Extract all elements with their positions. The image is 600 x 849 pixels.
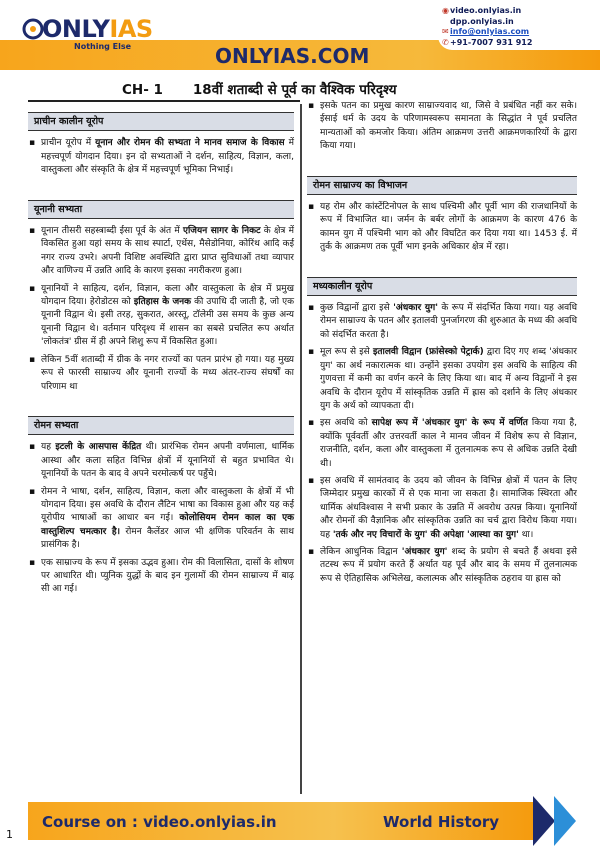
section-heading: रोमन साम्राज्य का विभाजन (307, 176, 577, 195)
email-icon: ✉ (442, 27, 449, 36)
course-link[interactable]: Course on : video.onlyias.in (42, 813, 277, 831)
section-heading: मध्यकालीन यूरोप (307, 277, 577, 296)
contact-web2[interactable]: dpp.onlyias.in (450, 16, 514, 26)
section-heading: प्राचीन कालीन यूरोप (28, 112, 294, 131)
list-item: ▪ लेकिन आधुनिक विद्वान 'अंधकार युग' शब्द के प्रयोग से बचते हैं अथवा इसे तटस्थ रूप में प्रयोग करते हैं अर्थात यह पूर्व और बाद के समय में तुलनात्मक रूप से ऐतिहासिक अभिलेख, कलात्मक और सांस्कृतिक ठहराव या ह्रास को (307, 546, 577, 586)
list-item: ▪ कुछ विद्वानों द्वारा इसे 'अंधकार युग' के रूप में संदर्भित किया गया। यह अवधि रोमन साम्राज्य के पतन और इतालवी पुनर्जागरण की शुरुआत के मध्य की अवधि को संदर्भित करता है। (307, 302, 577, 342)
page-footer (28, 796, 588, 846)
list-item: ▪ इस अवधि में सामंतवाद के उदय को जीवन के विभिन्न क्षेत्रों में पतन के लिए जिम्मेदार प्रमुख कारकों में से एक माना जा सकता है। सामाजिक स्थिरता और धार्मिक अंधविश्वास ने सभी प्रकार के उन्नति में अवरोध उत्पन्न किया। यूनानियों और रोमनों की वैज्ञानिक और सांस्कृतिक उन्नति का चर्च द्वारा विरोध किया गया। यह 'तर्क और नए विचारों के युग' की अपेक्षा 'आस्था का युग' था। (307, 475, 577, 542)
section-heading: यूनानी सभ्यता (28, 200, 294, 219)
column-divider (300, 104, 302, 794)
list-item: ▪ यूनान तीसरी सहस्त्राब्दी ईसा पूर्व के अंत में एजियन सागर के निकट के क्षेत्र में विकसित हुआ यहां समय के साथ स्पार्टा, एथेंस, मैसेडोनिया, कोरिंथ आदि कई नगर राज्य उभरे। अपनी विशिष्ट अवस्थिति द्वारा प्राप्त सुविधाओं तथा व्यापार और वाणिज्य में उन्नति आदि के कारण इसका नगरीकरण हुआ। (28, 225, 294, 279)
list-item: ▪ मूल रूप से इसे इतालवी विद्वान (फ्रांसेस्को पेट्रार्क) द्वारा दिए गए शब्द 'अंधकार युग' का अर्थ नकारात्मक था। उन्होंने इसका उपयोग इस अवधि के साहित्य की गुणवत्ता में कमी का वर्णन करने के लिए किया था। बाद में अन्य विद्वानों ने इस अवधि के दौरान यूरोप में सांस्कृतिक उन्नति में ह्रास को दर्शाने के लिए अंधकार युग के अर्थ को व्यापकता दी। (307, 346, 577, 413)
section-heading: रोमन सभ्यता (28, 416, 294, 435)
contact-web1[interactable]: ◉video.onlyias.in (442, 6, 522, 15)
phone-icon: ✆ (442, 37, 449, 47)
contact-box (438, 4, 600, 50)
subject-label: World History (383, 813, 500, 831)
chapter-heading: 18वीं शताब्दी से पूर्व का वैश्विक परिदृश्य (192, 82, 397, 98)
list-item: ▪ इस अवधि को सापेक्ष रूप में 'अंधकार युग' के रूप में वर्णित किया गया है, क्योंकि पूर्ववर्ती और उत्तरवर्ती काल ने मानव जीवन में विशेष रूप से विज्ञान, राजनीति, दर्शन, कला और वास्तुकला में तुलनात्मक रूप से अधिक उन्नति देखी थी। (307, 417, 577, 471)
page-number: 1 (6, 828, 13, 841)
list-item: ▪ एक साम्राज्य के रूप में इसका उद्भव हुआ। रोम की विलासिता, दासों के शोषण पर आधारित थी। प्युनिक युद्धों के बाद इन गुलामों की रोमन साम्राज्य में बाढ़ सी आ गई। (28, 557, 294, 597)
list-item: ▪ प्राचीन यूरोप में यूनान और रोमन की सभ्यता ने मानव समाज के विकास में महत्त्वपूर्ण योगदान दिया। इन दो सभ्यताओं ने दर्शन, साहित्य, विज्ञान, कला, वास्तुकला और संस्कृति के क्षेत्र में महत्त्वपूर्ण भूमिका निभाई। (28, 137, 294, 177)
left-column (28, 108, 294, 601)
logo (14, 12, 184, 74)
contact-email[interactable]: ✉info@onlyias.com (442, 27, 530, 36)
title-rule (28, 100, 300, 102)
list-item: ▪ यूनानियों ने साहित्य, दर्शन, विज्ञान, कला और वास्तुकला के क्षेत्र में प्रमुख योगदान दिया। हेरोडोटस को इतिहास के जनक की उपाधि दी जाती है, जो एक यूनानी विद्वान थे। इसी तरह, सुकरात, अरस्तू, टॉलेमी उस समय के कुछ अन्य यूनानी विद्वान थे। वर्तमान परिदृश्य में शासन का सबसे प्रचलित रूप अर्थात 'लोकतंत्र' ग्रीस में ही अपने शिशु रूप में विकसित हुआ। (28, 283, 294, 350)
list-item: ▪ यह इटली के आसपास केंद्रित थी। प्रारंभिक रोमन अपनी वर्णमाला, धार्मिक आस्था और कला सहित विभिन्न क्षेत्रों में यूनानियों से बहुत प्रभावित थे। यूनानियों के पतन के बाद वे अपने चरमोत्कर्ष पर पहुँचे। (28, 441, 294, 481)
right-column (307, 100, 577, 590)
list-item: ▪ इसके पतन का प्रमुख कारण साम्राज्यवाद था, जिसे वे प्रबंधित नहीं कर सके। ईसाई धर्म के उदय के परिणामस्वरूप समानता के सिद्धांत ने पूर्व प्रचलित मान्यताओं को कमजोर किया। अंतिम आक्रमण उत्तरी आक्रमणकारियों के द्वारा किया गया। (307, 100, 577, 154)
contact-phone: ✆+91-7007 931 912 (442, 37, 533, 47)
logo-tagline: Nothing Else (74, 42, 132, 51)
logo-text: ONLYIAS (42, 15, 153, 43)
chevron-right-icon (554, 796, 576, 846)
globe-icon: ◉ (442, 6, 449, 15)
page-header (0, 0, 600, 76)
chapter-number: CH- 1 (122, 82, 163, 98)
list-item: ▪ लेकिन 5वीं शताब्दी में ग्रीक के नगर राज्यों का पतन प्रारंभ हो गया। यह मुख्य रूप से फारसी साम्राज्य और यूनानी राज्यों के मध्य अंतर-राज्य संघर्षों का परिणाम था (28, 354, 294, 394)
logo-icon (22, 18, 44, 40)
chevron-right-icon (533, 796, 555, 846)
chapter-title (122, 80, 427, 98)
site-title: ONLYIAS.COM (215, 44, 370, 68)
list-item: ▪ रोमन ने भाषा, दर्शन, साहित्य, विज्ञान, कला और वास्तुकला के क्षेत्रों में भी योगदान दिया। इस अवधि के दौरान लैटिन भाषा का विकास हुआ और यह कई यूरोपीय भाषाओं का आधार बन गई। कोलोसियम रोमन काल का एक वास्तुशिल्प चमत्कार है। रोमन कैलेंडर आज भी क्षणिक परिवर्तन के साथ प्रासंगिक है। (28, 486, 294, 553)
list-item: ▪ यह रोम और कांस्टेंटिनोपल के साथ पश्चिमी और पूर्वी भाग की राजधानियों के रूप में विभाजित था। जर्मन के बर्बर लोगों के आक्रमण के कारण 476 के कामन युग में पश्चिमी भाग को और विघटित कर दिया गया था। 1453 ई. में तुर्क के आक्रमण तक पूर्वी भाग इनके अधिकार क्षेत्र में रहा। (307, 201, 577, 255)
